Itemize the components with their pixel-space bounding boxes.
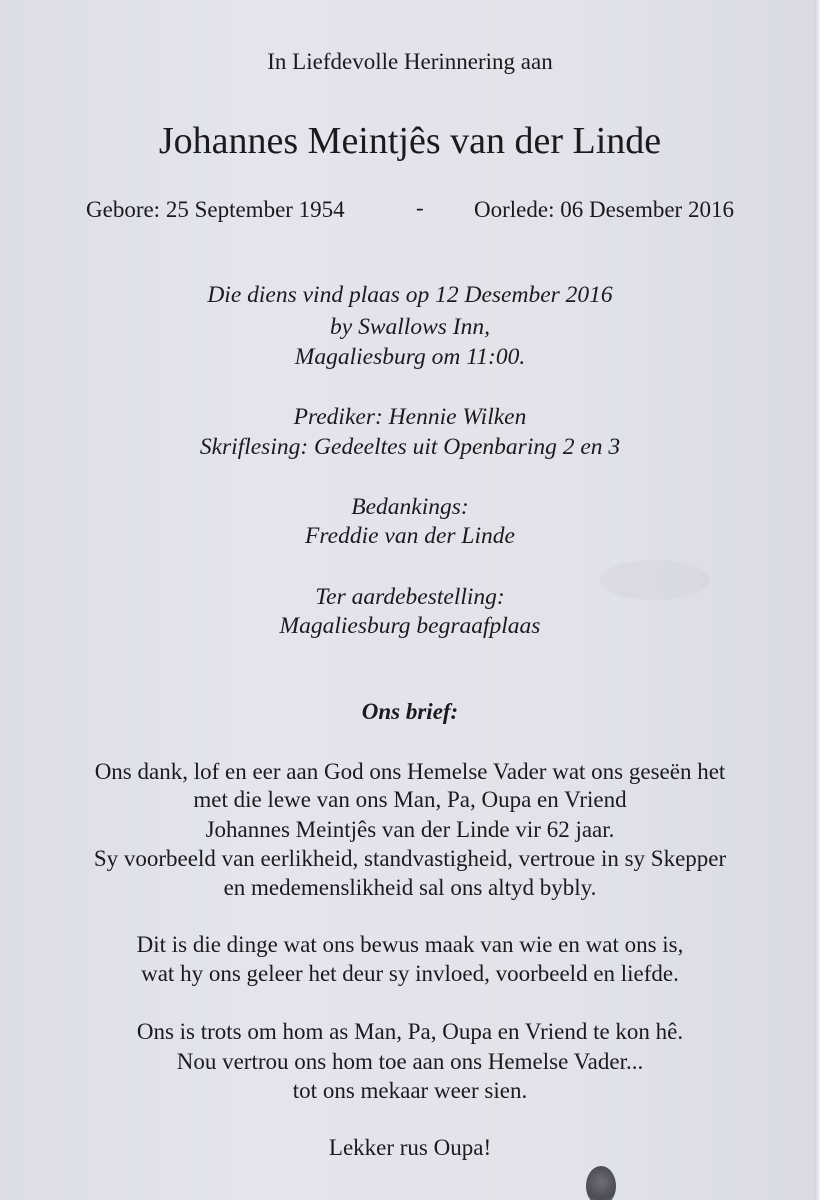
burial-label: Ter aardebestelling: (315, 584, 505, 610)
scripture-reading-line: Skriflesing: Gedeeltes uit Openbaring 2 en 3 (199, 434, 621, 460)
letter-line: met die lewe van ons Man, Pa, Oupa en Vriend (193, 787, 627, 812)
letter-title: Ons brief: (361, 699, 459, 724)
thanks-name: Freddie van der Linde (305, 523, 515, 549)
letter-line: Nou vertrou ons hom toe aan ons Hemelse Vader... (176, 1049, 644, 1074)
death-date: Oorlede: 06 Desember 2016 (474, 197, 734, 222)
deceased-name: Johannes Meintjês van der Linde (158, 120, 662, 162)
letter-line: Ons dank, lof en eer aan God ons Hemelse Vader wat ons geseën het (94, 759, 726, 784)
letter-line: en medemenslikheid sal ons altyd bybly. (223, 875, 597, 900)
letter-line: Dit is die dinge wat ons bewus maak van wie en wat ons is, (136, 932, 684, 957)
letter-line: Ons is trots om hom as Man, Pa, Oupa en Vriend te kon hê. (136, 1019, 684, 1044)
letter-line: Johannes Meintjês van der Linde vir 62 jaar. (205, 817, 615, 842)
closing-line: Lekker rus Oupa! (328, 1135, 492, 1160)
preacher-line: Prediker: Hennie Wilken (293, 404, 527, 430)
thanks-label: Bedankings: (351, 494, 469, 520)
letter-line: tot ons mekaar weer sien. (292, 1078, 528, 1103)
burial-place: Magaliesburg begraafplaas (279, 613, 541, 639)
letter-line: wat hy ons geleer het deur sy invloed, voorbeeld en liefde. (141, 961, 679, 986)
dates-separator: - (416, 195, 424, 220)
service-line: Die diens vind plaas op 12 Desember 2016 (207, 282, 613, 308)
service-line: Magaliesburg om 11:00. (294, 344, 526, 370)
paper-edge (814, 0, 820, 1200)
memory-heading: In Liefdevolle Herinnering aan (267, 49, 553, 74)
birth-date: Gebore: 25 September 1954 (86, 197, 345, 222)
punch-hole (586, 1166, 616, 1200)
letter-line: Sy voorbeeld van eerlikheid, standvastigheid, vertroue in sy Skepper (93, 846, 727, 871)
service-line: by Swallows Inn, (330, 314, 490, 340)
